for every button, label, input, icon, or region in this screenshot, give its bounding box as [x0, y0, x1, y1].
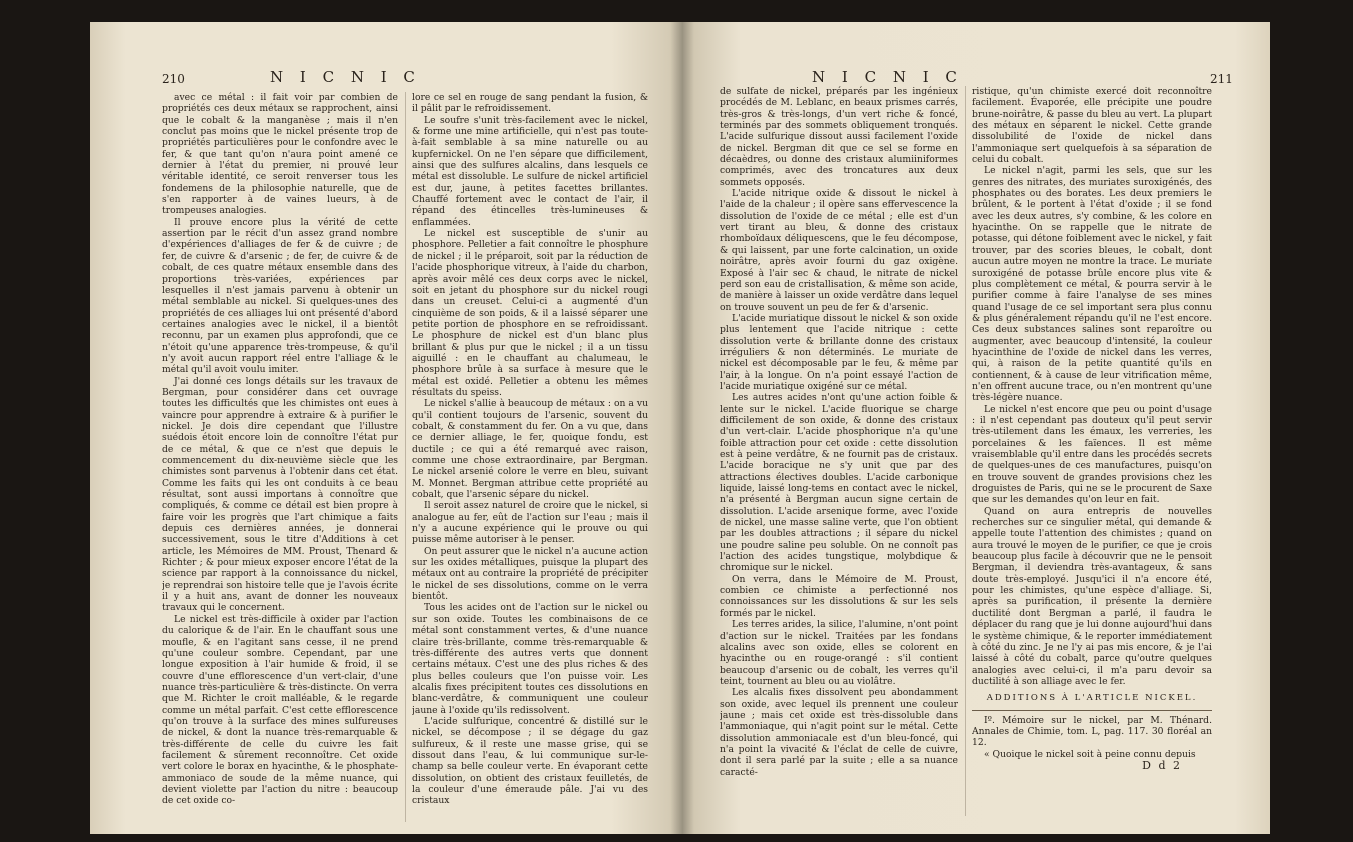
paragraph: Le soufre s'unit très-facilement avec le nickel, & forme une mine artificielle, qui n'est pas toute-à-fait semblable à sa mine naturelle ou au kupfernickel. On ne l'en sépare que difficilement, ainsi que des sulfures alcalins, dans lesquels ce métal est dissoluble. Le sulfure de nickel artificiel est dur, jaune, à petites facettes brillantes. Chauffé fortement avec le contact de l'air, il répand des étincelles très-lumineuses & enflammées. [412, 114, 648, 228]
text-column-2 [412, 92, 648, 832]
paragraph: Il seroit assez naturel de croire que le nickel, si analogue au fer, eût de l'action sur l'eau ; mais il n'y a aucune expérience qui le prouve ou qui puisse même autoriser à le penser. [412, 500, 648, 546]
column-divider [965, 86, 966, 816]
column-body [972, 86, 1212, 687]
page-number: 211 [1210, 72, 1233, 86]
paragraph: de sulfate de nickel, préparés par les ingénieux procédés de M. Leblanc, en beaux prismes carrés, très-gros & très-longs, d'un vert riche & foncé, terminés par des sommets obliquement tronqués. L'acide sulfurique dissout aussi facilement l'oxide de nickel. Bergman dit que ce sel se forme en décaèdres, ou donne des cristaux alumiiniformes comprimés, avec des troncatures aux deux sommets opposés. [720, 86, 958, 188]
text-column-1 [720, 86, 958, 832]
paragraph: On peut assurer que le nickel n'a aucune action sur les oxides métalliques, puisque la plupart des métaux ont au contraire la propriété de précipiter le nickel de ses dissolutions, comme on le verra bientôt. [412, 545, 648, 603]
right-page [682, 22, 1270, 834]
additions-reference: Iº. Mémoire sur le nickel, par M. Thénard. Annales de Chimie, tom. L, pag. 117. 30 floréal an 12. [972, 714, 1212, 749]
section-rule [972, 710, 1212, 711]
page-number: 210 [162, 72, 185, 86]
signature-mark: D d 2 [1142, 758, 1182, 772]
book-spread [90, 22, 1270, 834]
book-gutter [670, 22, 694, 834]
paragraph: Il prouve encore plus la vérité de cette assertion par le récit d'un assez grand nombre d'expériences d'alliages de fer & de cuivre ; de fer, de cuivre & d'arsenic ; de fer, de cuivre & de cobalt, de ces quatre métaux ensemble dans des proportions très-variées, expériences par lesquelles il n'est jamais parvenu à obtenir un métal semblable au nickel. Si quelques-unes des propriétés de ces alliages lui ont présenté d'abord certaines analogies avec le nickel, il a bientôt reconnu, par un examen plus approfondi, que ce n'étoit qu'une apparence très-trompeuse, & qu'il n'y avoit aucun rapport réel entre l'alliage & le métal qu'il avoit voulu imiter. [162, 216, 398, 376]
running-head: N I C N I C [270, 68, 421, 86]
paragraph: Le nickel s'allie à beaucoup de métaux : on a vu qu'il contient toujours de l'arsenic, souvent du cobalt, & constamment du fer. On a vu que, dans ce dernier alliage, le fer, quoique fondu, est ductile ; ce qui a été remarqué avec raison, comme une chose extraordinaire, par Bergman. Le nickel arsenié colore le verre en bleu, suivant M. Monnet. Bergman attribue cette propriété au cobalt, que l'arsenic sépare du nickel. [412, 398, 648, 501]
paragraph: Le nickel n'est encore que peu ou point d'usage : il n'est cependant pas douteux qu'il peut servir très-utilement dans les émaux, les verreries, les porcelaines & les faïences. Il est même vraisemblable qu'il entre dans les procédés secrets de quelques-unes de ces manufactures, puisqu'on en trouve souvent de grandes provisions chez les droguistes de Paris, qui ne se le procurent de Saxe que sur les demandes qu'on leur en fait. [972, 403, 1212, 506]
paragraph: On verra, dans le Mémoire de M. Proust, combien ce chimiste a perfectionné nos connoissances sur les dissolutions & sur les sels formés par le nickel. [720, 573, 958, 619]
paragraph: Les autres acides n'ont qu'une action foible & lente sur le nickel. L'acide fluorique se charge difficilement de son oxide, & donne des cristaux d'un vert-clair. L'acide phosphorique n'a qu'une foible attraction pour cet oxide : cette dissolution est à peine verdâtre, & ne fournit pas de cristaux. L'acide boracique ne s'y unit que par des attractions électives doubles. L'acide carbonique liquide, laissé long-tems en contact avec le nickel, n'a présenté à Bergman aucun signe certain de dissolution. L'acide arsenique forme, avec l'oxide de nickel, une masse saline verte, que l'on obtient par les doubles attractions ; il sépare du nickel une poudre saline peu soluble. On ne connoît pas l'action des acides tungstique, molybdique & chromique sur le nickel. [720, 392, 958, 574]
column-divider [405, 92, 406, 822]
paragraph: J'ai donné ces longs détails sur les travaux de Bergman, pour considérer dans cet ouvrage toutes les difficultés que les chimistes ont eues à vaincre pour apprendre à extraire & à purifier le nickel. Je dois dire cependant que l'illustre suédois étoit encore loin de connoître l'état pur de ce métal, & que ce n'est que depuis le commencement du dix-neuvième siècle que les chimistes sont parvenus à l'obtenir dans cet état. Comme les faits qui les ont conduits à ce beau résultat, sont aussi importans à connoître que compliqués, & comme ce détail est bien propre à faire voir les progrès que l'art chimique a faits depuis ces dernières années, je donnerai successivement, sous le titre d'Additions à cet article, les Mémoires de MM. Proust, Thenard & Richter ; & pour mieux exposer encore l'état de la science par rapport à la connoissance du nickel, je reprendrai son histoire telle que je l'avois écrite il y a huit ans, avant de donner les nouveaux travaux qui le concernent. [162, 375, 398, 614]
paragraph: Les alcalis fixes dissolvent peu abondamment son oxide, avec lequel ils prennent une couleur jaune ; mais cet oxide est très-dissoluble dans l'ammoniaque, qui n'agit point sur le métal. Cette dissolution ammoniacale est d'un bleu-foncé, qui n'a point la vivacité & l'éclat de celle de cuivre, dont il sera parlé par la suite ; elle a sa nuance caracté- [720, 687, 958, 778]
additions-note: « Quoique le nickel soit à peine connu depuis [984, 748, 1196, 760]
running-head: N I C N I C [812, 68, 963, 86]
paragraph: L'acide sulfurique, concentré & distillé sur le nickel, se décompose ; il se dégage du gaz sulfureux, & il reste une masse grise, qui se dissout dans l'eau, & lui communique sur-le-champ sa belle couleur verte. En évaporant cette dissolution, on obtient des cristaux feuilletés, de la couleur d'une émeraude pâle. J'ai vu des cristaux [412, 715, 648, 807]
text-column-2 [972, 86, 1212, 832]
paragraph: L'acide muriatique dissout le nickel & son oxide plus lentement que l'acide nitrique : cette dissolution verte & brillante donne des cristaux irréguliers & non déterminés. Le muriate de nickel est décomposable par le feu, & même par l'air, à la longue. On n'a point essayé l'action de l'acide muriatique oxigéné sur ce métal. [720, 312, 958, 392]
paragraph: avec ce métal : il fait voir par combien de propriétés ces deux métaux se rapprochent, ainsi que le cobalt & la manganèse ; mais il n'en conclut pas moins que le nickel présente trop de propriétés particulières pour le confondre avec le fer, & que tant qu'on n'aura point amené ce dernier à l'état du premier, ni prouvé leur véritable identité, ce seroit renverser tous les fondemens de la philosophie naturelle, que de s'en rapporter à de vaines lueurs, à de trompeuses analogies. [162, 92, 398, 217]
additions-title: ADDITIONS À L'ARTICLE NICKEL. [986, 693, 1198, 704]
paragraph: ristique, qu'un chimiste exercé doit reconnoître facilement. Évaporée, elle précipite une poudre brune-noirâtre, & passe du bleu au vert. La plupart des métaux en séparent le nickel. Cette grande dissolubilité de l'oxide de nickel dans l'ammoniaque sert quelquefois à sa séparation de celui du cobalt. [972, 86, 1212, 166]
paragraph: lore ce sel en rouge de sang pendant la fusion, & il pâlit par le refroidissement. [412, 92, 648, 115]
paragraph: Le nickel n'agit, parmi les sels, que sur les genres des nitrates, des muriates suroxigénés, des phosphates ou des borates. Les deux premiers le brûlent, & le portent à l'état d'oxide ; il se fond avec les deux autres, s'y combine, & les colore en hyacinthe. On se rappelle que le nitrate de potasse, qui détone foiblement avec le nickel, y fait trouver, par des scories bleues, le cobalt, dont aucun autre moyen ne montre la trace. Le muriate suroxigéné de potasse brûle encore plus vite & plus complètement ce métal, & pourra servir à le purifier comme à faire l'analyse de ses mines quand l'usage de ce sel important sera plus connu & plus généralement répandu qu'il ne l'est encore. Ces deux substances salines sont reparoître ou augmenter, avec beaucoup d'intensité, la couleur hyacinthine de l'oxide de nickel dans les verres, qui, à raison de la petite quantité qu'ils en contiennent, & à cause de leur vitrification même, n'en offrent aucune trace, ou n'en montrent qu'une très-légère nuance. [972, 165, 1212, 404]
paragraph: Les terres arides, la silice, l'alumine, n'ont point d'action sur le nickel. Traitées par les fondans alcalins avec son oxide, elles se colorent en hyacinthe ou en rouge-orangé : s'il contient beaucoup d'arsenic ou de cobalt, les verres qu'il teint, tournent au bleu ou au violâtre. [720, 619, 958, 687]
paragraph: Tous les acides ont de l'action sur le nickel ou sur son oxide. Toutes les combinaisons de ce métal sont constamment vertes, & d'une nuance claire très-brillante, comme très-remarquable & très-différente des autres verts que donnent certains métaux. C'est une des plus riches & des plus belles couleurs que l'on puisse voir. Les alcalis fixes précipitent toutes ces dissolutions en blanc-verdâtre, & communiquent une couleur jaune à l'oxide qu'ils redissolvent. [412, 602, 648, 716]
left-page [90, 22, 682, 834]
paragraph: L'acide nitrique oxide & dissout le nickel à l'aide de la chaleur ; il opère sans effervescence la dissolution de l'oxide de ce métal ; elle est d'un vert tirant au bleu, & donne des cristaux rhomboïdaux déliquescens, que le feu décompose, & qui laissent, par une forte calcination, un oxide noirâtre, après avoir fourni du gaz oxigène. Exposé à l'air sec & chaud, le nitrate de nickel perd son eau de cristallisation, & même son acide, de manière à laisser un oxide verdâtre dans lequel on trouve souvent un peu de fer & d'arsenic. [720, 188, 958, 313]
paragraph: Le nickel est très-difficile à oxider par l'action du calorique & de l'air. En le chauffant sous une moufle, & en l'agitant sans cesse, il ne prend qu'une couleur sombre. Cependant, par une longue exposition à l'air humide & froid, il se couvre d'une efflorescence d'un vert-clair, d'une nuance très-particulière & très-distincte. On verra que M. Richter le croit malléable, & le regarde comme un métal parfait. C'est cette efflorescence qu'on trouve à la surface des mines sulfureuses de nickel, & dont la nuance très-remarquable & très-différente de celle du cuivre les fait facilement & sûrement reconnoître. Cet oxide vert colore le borax en hyacinthe, & le phosphate-ammoniaco de soude de la même nuance, qui devient violette par l'action du nitre : beaucoup de cet oxide co- [162, 613, 398, 807]
text-column-1 [162, 92, 398, 832]
paragraph: Le nickel est susceptible de s'unir au phosphore. Pelletier a fait connoître le phosphure de nickel ; il le préparoit, soit par la réduction de l'acide phosphorique vitreux, à l'aide du charbon, après avoir mêlé ces deux corps avec le nickel, soit en jetant du phosphore sur du nickel rougi dans un creuset. Celui-ci a augmenté d'un cinquième de son poids, & il a laissé séparer une petite portion de phosphore en se refroidissant. Le phosphure de nickel est d'un blanc plus brillant & plus pur que le nickel ; il a un tissu aiguillé : en le chauffant au chalumeau, le phosphore brûle à sa surface à mesure que le métal est oxidé. Pelletier a obtenu les mêmes résultats du speiss. [412, 228, 648, 398]
paragraph: Quand on aura entrepris de nouvelles recherches sur ce singulier métal, qui demande & appelle toute l'attention des chimistes ; quand on aura trouvé le moyen de le purifier, ce que je crois beaucoup plus facile à découvrir que ne le pensoit Bergman, il deviendra très-avantageux, & sans doute très-employé. Jusqu'ici il n'a encore été, pour les chimistes, qu'une espèce d'alliage. Si, après sa purification, il présente la dernière ductilité dont Bergman a parlé, il faudra le déplacer du rang que je lui donne aujourd'hui dans le système chimique, & le reporter immédiatement à côté du zinc. Je ne l'y ai pas mis encore, & je l'ai laissé à côté du cobalt, parce qu'outre quelques analogies avec celui-ci, il m'a paru devoir sa ductilité à son alliage avec le fer. [972, 505, 1212, 687]
